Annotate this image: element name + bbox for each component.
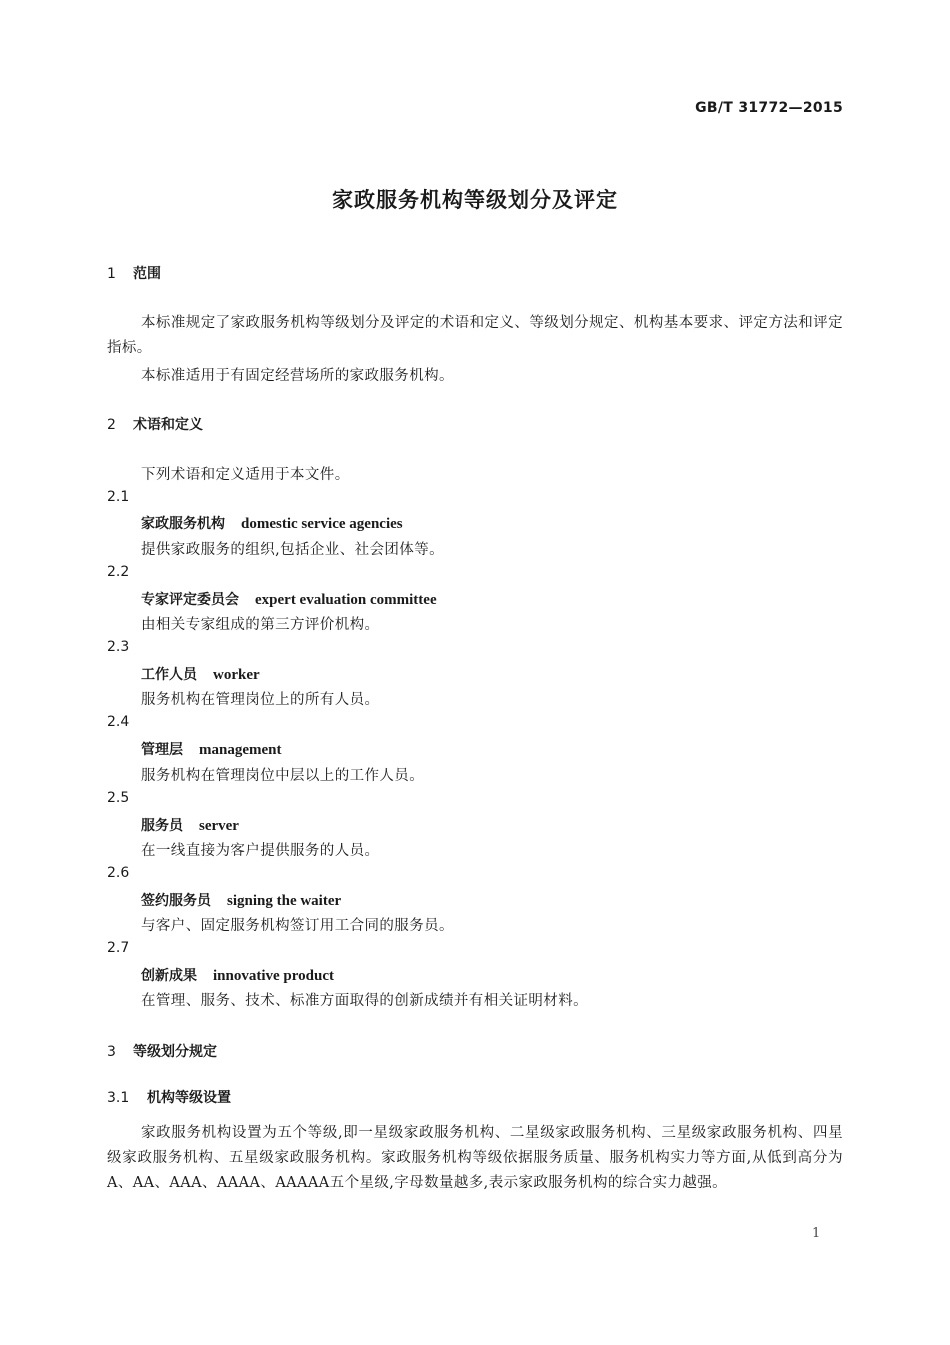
term-zh: 管理层 (141, 742, 183, 758)
section-title: 范围 (133, 266, 161, 282)
term-definition: 服务机构在管理岗位中层以上的工作人员。 (141, 768, 425, 784)
subsection-number: 3.1 (107, 1090, 130, 1106)
term-heading (141, 513, 403, 533)
term-zh: 专家评定委员会 (141, 592, 239, 608)
term-zh: 签约服务员 (141, 893, 211, 909)
term-en: worker (213, 667, 260, 683)
term-definition: 在一线直接为客户提供服务的人员。 (141, 843, 380, 859)
term-number: 2.6 (107, 865, 130, 881)
term-number: 2.2 (107, 564, 130, 580)
subsection-title: 机构等级设置 (147, 1090, 231, 1106)
section-1-paragraph-2: 本标准适用于有固定经营场所的家政服务机构。 (141, 368, 454, 384)
section-number: 3 (107, 1044, 116, 1060)
section-2-intro: 下列术语和定义适用于本文件。 (141, 467, 350, 483)
term-heading (141, 739, 282, 759)
section-1-paragraph-1: 本标准规定了家政服务机构等级划分及评定的术语和定义、等级划分规定、机构基本要求、评定方法和评定指标。 (107, 315, 843, 356)
section-number: 2 (107, 417, 116, 433)
term-number: 2.7 (107, 940, 130, 956)
section-3-1-heading (107, 1087, 231, 1107)
section-3-1-paragraph: 家政服务机构设置为五个等级,即一星级家政服务机构、二星级家政服务机构、三星级家政服务机构、四星级家政服务机构、五星级家政服务机构。家政服务机构等级依据服务质量、服务机构实力等方面,从低到高分为A、AA、AAA、AAAA、AAAAA五个星级,字母数量越多,表示家政服务机构的综合实力越强。 (107, 1125, 843, 1191)
term-definition: 提供家政服务的组织,包括企业、社会团体等。 (141, 542, 445, 558)
section-1-heading (107, 263, 161, 283)
term-definition: 由相关专家组成的第三方评价机构。 (141, 617, 380, 633)
section-title: 术语和定义 (133, 417, 203, 433)
term-heading (141, 815, 239, 835)
term-zh: 服务员 (141, 818, 183, 834)
section-2-heading (107, 414, 203, 434)
term-heading (141, 890, 341, 910)
term-number: 2.4 (107, 714, 130, 730)
page-number: 1 (812, 1226, 821, 1241)
term-en: management (199, 742, 282, 758)
term-en: innovative product (213, 968, 334, 984)
section-3-heading (107, 1041, 217, 1061)
term-en: server (199, 818, 239, 834)
document-title: 家政服务机构等级划分及评定 (332, 188, 618, 212)
section-number: 1 (107, 266, 116, 282)
term-zh: 家政服务机构 (141, 516, 225, 532)
term-definition: 在管理、服务、技术、标准方面取得的创新成绩并有相关证明材料。 (141, 993, 588, 1009)
term-zh: 工作人员 (141, 667, 197, 683)
term-heading (141, 589, 437, 609)
term-number: 2.5 (107, 790, 130, 806)
section-title: 等级划分规定 (133, 1044, 217, 1060)
term-en: expert evaluation committee (255, 592, 437, 608)
term-heading (141, 965, 334, 985)
term-number: 2.1 (107, 489, 130, 505)
standard-number: GB/T 31772—2015 (695, 100, 843, 116)
term-en: signing the waiter (227, 893, 342, 909)
term-en: domestic service agencies (241, 516, 403, 532)
term-heading (141, 664, 260, 684)
term-definition: 服务机构在管理岗位上的所有人员。 (141, 692, 380, 708)
term-number: 2.3 (107, 639, 130, 655)
term-zh: 创新成果 (141, 968, 197, 984)
term-definition: 与客户、固定服务机构签订用工合同的服务员。 (141, 918, 454, 934)
